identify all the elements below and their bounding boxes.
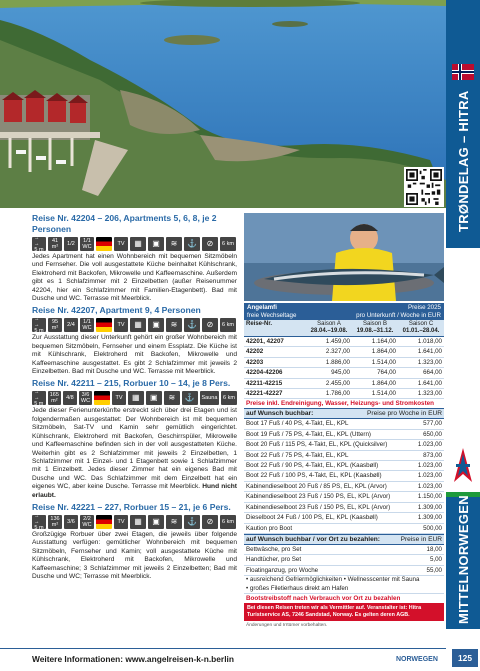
feature-icon: 3/6: [64, 515, 78, 529]
page-number: 125: [452, 649, 478, 667]
angler-photo: [244, 213, 444, 301]
boats-header: auf Wunsch buchbar: Preise pro Woche in EUR: [246, 410, 442, 418]
feature-icon: TV: [112, 391, 126, 405]
feature-icon: TV: [114, 237, 128, 251]
section-description: Großzügige Rorbuer über zwei Etagen, die jeweils über folgende Ausstattung verfügen: gemütlicher Wohnbereich mit bequemen Sitzmöbeln, Fernseher und Kamin; voll ausgestattete Küche mit Kühlschrank, Elektroherd mit Backofen, Mikrowelle und Kaffeemaschine; 3 Schlafzimmer mit jeweils 2 Einzelbetten; Bad mit Dusche und WC; Terrasse mit Meerblick.: [32, 530, 237, 580]
boat-row: Boot 20 Fuß / 115 PS, 4-Takt, EL, KPL (Quicksilver) 1.023,00: [244, 440, 444, 450]
section-description: Jedes Apartment hat einen Wohnbereich mit bequemen Sitzmöbeln und Fernseher. Die voll ausgestattete Küche beinhaltet Kühlschrank, Elektroherd mit Backofen, Mikrowelle und Kaffeemaschine. Außerdem gibt es 1 Schlafzimmer mit 2 Einzelbetten (außer Reisenummer 42204, hier ein Schlafzimmer mit Familien-Etagenbett). Bad mit Dusche und WC. Terrasse mit Meerblick.: [32, 253, 237, 303]
footer-info-link[interactable]: Weitere Informationen: www.angelreisen-k-n.berlin: [32, 654, 234, 664]
feature-icon: 2/2 WC: [80, 515, 94, 529]
boat-row: Kabinendieselboot 23 Fuß / 150 PS, EL, KPL (Arvor) 1.150,00: [244, 492, 444, 502]
price-row: 42221-42227 1.786,00 1.514,00 1.323,00: [244, 389, 444, 399]
kitchen-icon: ▣: [148, 237, 164, 251]
qr-code[interactable]: [404, 167, 444, 207]
boat-row: Boot 19 Fuß / 75 PS, 4-Takt, EL, KPL (Uttern) 650,00: [244, 430, 444, 440]
german-flag-icon: [94, 391, 110, 405]
german-flag-icon: [96, 515, 112, 529]
section-description: Zur Ausstattung dieser Unterkunft gehört ein großer Wohnbereich mit bequemen Sitzmöbeln, Fernseher und einem Essplatz. Die Küche ist mit Kühlschrank, Elektroherd mit Backofen, Mikrowelle und Kaffeemaschine ausgestattet. Es gibt 2 Schlafzimmer mit jeweils 2 Einzelbetten. Bad mit Dusche und WC. Terrasse mit Meerblick.: [32, 334, 237, 376]
dishwasher-icon: ▦: [128, 391, 144, 405]
feature-icon: → → 5 m: [32, 391, 46, 405]
wifi-icon: ≋: [166, 237, 182, 251]
price-row: 42211-42215 2.455,00 1.864,00 1.641,00: [244, 379, 444, 389]
dishwasher-icon: ▦: [130, 237, 146, 251]
boat-row: Kabinendieselboot 20 Fuß / 85 PS, EL, KPL (Arvor) 1.023,00: [244, 482, 444, 492]
norway-flag-icon: [451, 64, 475, 80]
smoke-icon: ⊘: [202, 515, 218, 529]
feature-icon: → → 5 m: [32, 237, 46, 251]
section-title: Reise Nr. 42207, Apartment 9, 4 Personen: [32, 305, 201, 316]
feature-icon: 6 km: [220, 237, 236, 251]
feature-icon: 95 m²: [48, 318, 62, 332]
feature-icon: 4/8: [63, 391, 77, 405]
feature-icon: 41 m²: [48, 237, 62, 251]
price-row: 42204-42206 945,00 764,00 664,00: [244, 368, 444, 378]
boat-row: Boot 22 Fuß / 75 PS, 4-Takt, EL, KPL 873,00: [244, 451, 444, 461]
price-row: 42201, 42207 1.459,00 1.164,00 1.018,00: [244, 337, 444, 347]
dog-policy: Hund nicht erlaubt.: [32, 483, 237, 499]
boat-row: Dieselboot 24 Fuß / 100 PS, EL, KPL (Kaasbøll) 1.309,00: [244, 513, 444, 523]
local-costs-header: auf Wunsch buchbar / vor Ort zu bezahlen: Preise in EUR: [246, 535, 442, 543]
kitchen-icon: ▣: [148, 515, 164, 529]
feature-icon: → → 5 m: [32, 318, 46, 332]
german-flag-icon: [96, 318, 112, 332]
section-title: Reise Nr. 42204 – 206, Apartments 5, 6, 8, je 2 Personen: [32, 213, 217, 234]
region-sidebar: [446, 0, 480, 671]
feature-icon: 1/1 WC: [80, 237, 94, 251]
boat-row: Boot 17 Fuß / 40 PS, 4-Takt, EL, KPL 577,00: [244, 419, 444, 429]
feature-icons: [32, 316, 237, 335]
boat-row: Kaution pro Boot 500,00: [244, 524, 444, 534]
harbour-photo: [0, 0, 446, 208]
price-year: Preise 2025: [407, 304, 441, 311]
changes-note: Änderungen und Irrtümer vorbehalten.: [246, 622, 328, 628]
footer-country: NORWEGEN: [396, 656, 438, 663]
feature-icon: 3/6 WC: [79, 391, 93, 405]
footer-divider: [0, 648, 446, 649]
feature-icons: [32, 389, 237, 408]
dishwasher-icon: ▦: [130, 515, 146, 529]
amenity-bullet: • großes Filetierhaus direkt am Hafen: [246, 584, 349, 592]
feature-icon: 136 m²: [48, 515, 62, 529]
feature-icon: 2/4: [64, 318, 78, 332]
smoke-icon: ⊘: [202, 237, 218, 251]
accommodation-list: [32, 213, 237, 583]
amenity-bullet: • ausreichend Gefriermöglichkeiten • Wellnesscenter mit Sauna: [246, 576, 420, 584]
price-row: 42203 1.886,00 1.514,00 1.323,00: [244, 358, 444, 368]
feature-icon: 6 km: [220, 515, 236, 529]
feature-icons: [32, 512, 237, 531]
price-unit: pro Unterkunft / Woche in EUR: [356, 311, 441, 319]
wifi-icon: ≋: [166, 515, 182, 529]
feature-icon: 6 km: [221, 391, 237, 405]
price-table-header: Reise-Nr. Saison A 28.04.–19.08. Saison B 19.08.–31.12. Saison C 01.01.–28.04.: [244, 320, 444, 337]
boat-row: Boot 22 Fuß / 90 PS, 4-Takt, EL, KPL (Kaasbøll) 1.023,00: [244, 461, 444, 471]
region-label-bottom: MITTELNORWEGEN: [456, 495, 471, 624]
local-cost-row: Floatinganzug, pro Woche 55,00: [244, 566, 444, 576]
price-row: 42202 2.327,00 1.864,00 1.641,00: [244, 347, 444, 357]
boat-row: Boot 22 Fuß / 100 PS, 4-Takt, EL, KPL (Kaasbøll) 1.023,00: [244, 471, 444, 481]
dishwasher-icon: ▦: [130, 318, 146, 332]
boat-row: Kabinendieselboot 23 Fuß / 150 PS, EL, KPL (Arvor) 1.309,00: [244, 503, 444, 513]
organizer-note: Bei diesen Reisen treten wir als Vermittler auf. Veranstalter ist: Hitra Turistservice AS, 7246 Sandstad, Norway. Es gelten deren AGB.: [244, 603, 444, 621]
feature-icons: [32, 237, 237, 251]
fuel-note: Bootstreibstoff nach Verbrauch vor Ort zu bezahlen: [244, 593, 444, 603]
section-description: Jede dieser Ferienunterkünfte erstreckt sich über drei Etagen und ist folgendermaßen ausgestattet: Der Wohnbereich ist mit bequemen Sitzmöbeln, Sat-TV und Kamin sehr gemütlich eingerichtet. Kühlschrank, Elektroherd mit Backofen, Geschirrspüler, Mikrowelle und Kaffeemaschine befinden sich in der voll ausgestatteten Küche. Weiterhin gibt es 2 Schlafzimmer mit jeweils 2 Einzelbetten, 1 Schlafzimmer mit 1 Einzel- und 1 Etagenbett sowie 1 Schlafzimmer mit 1 Einzelbett. Jedes dieser Zimmer hat ein eigenes Bad mit Dusche und WC. Das Schlafzimmer mit dem Einzelbett hat ein eigenes WC, aber keine Dusche. Terrasse mit Meerblick. Hund nicht erlaubt.: [32, 407, 237, 499]
kitchen-icon: ▣: [148, 318, 164, 332]
german-flag-icon: [96, 237, 112, 251]
wifi-icon: ≋: [164, 391, 180, 405]
wifi-icon: ≋: [166, 318, 182, 332]
fishing-icon: ⚓: [184, 318, 200, 332]
fishing-icon: ⚓: [182, 391, 198, 405]
price-table: [244, 303, 444, 628]
feature-icon: TV: [114, 318, 128, 332]
feature-icon: → → 5 m: [32, 515, 46, 529]
section-title: Reise Nr. 42221 – 227, Rorbuer 15 – 21, je 6 Pers.: [32, 501, 231, 512]
feature-icon: 1/2: [64, 237, 78, 251]
feature-icon: 6 km: [220, 318, 236, 332]
compass-emblem-icon: [452, 446, 474, 486]
price-note: Preise inkl. Endreinigung, Wasser, Heizungs- und Stromkosten: [246, 400, 435, 408]
venue-subtitle: freie Wechseltage: [247, 311, 297, 319]
fishing-icon: ⚓: [184, 237, 200, 251]
smoke-icon: ⊘: [202, 318, 218, 332]
feature-icon: 165 m²: [48, 391, 62, 405]
local-cost-row: Handtücher, pro Set 5,00: [244, 555, 444, 565]
feature-icon: Sauna: [200, 391, 219, 405]
feature-icon: TV: [114, 515, 128, 529]
local-cost-row: Bettwäsche, pro Set 18,00: [244, 545, 444, 555]
fishing-icon: ⚓: [184, 515, 200, 529]
section-title: Reise Nr. 42211 – 215, Rorbuer 10 – 14, je 8 Pers.: [32, 378, 231, 389]
region-label-top: TRØNDELAG – HITRA: [456, 90, 471, 232]
kitchen-icon: ▣: [146, 391, 162, 405]
feature-icon: 1/1 WC: [80, 318, 94, 332]
venue-name: Angelamfi: [247, 304, 277, 311]
price-table-title: [244, 303, 444, 320]
